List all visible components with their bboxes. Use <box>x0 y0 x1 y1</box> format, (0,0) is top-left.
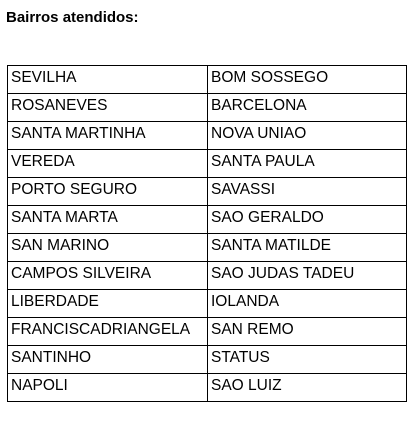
table-cell: LIBERDADE <box>8 290 208 318</box>
table-cell: VEREDA <box>8 150 208 178</box>
table-cell: BARCELONA <box>208 94 407 122</box>
neighborhoods-table <box>7 65 407 402</box>
table-cell: CAMPOS SILVEIRA <box>8 262 208 290</box>
table-cell: IOLANDA <box>208 290 407 318</box>
table-cell: SANTA MARTA <box>8 206 208 234</box>
table-row <box>8 290 407 318</box>
table-cell: SANTA MARTINHA <box>8 122 208 150</box>
table-cell: SAN MARINO <box>8 234 208 262</box>
table-cell: SANTA PAULA <box>208 150 407 178</box>
table-cell: SANTINHO <box>8 346 208 374</box>
table-row <box>8 346 407 374</box>
table-row <box>8 206 407 234</box>
table-row <box>8 178 407 206</box>
page-title: Bairros atendidos: <box>6 9 139 26</box>
table-row <box>8 150 407 178</box>
table-cell: PORTO SEGURO <box>8 178 208 206</box>
neighborhoods-table-body <box>8 66 407 402</box>
table-cell: FRANCISCADRIANGELA <box>8 318 208 346</box>
table-cell: NOVA UNIAO <box>208 122 407 150</box>
table-cell: SANTA MATILDE <box>208 234 407 262</box>
table-row <box>8 262 407 290</box>
table-cell: SAO GERALDO <box>208 206 407 234</box>
table-row <box>8 234 407 262</box>
table-cell: BOM SOSSEGO <box>208 66 407 94</box>
table-cell: SEVILHA <box>8 66 208 94</box>
table-cell: SAN REMO <box>208 318 407 346</box>
table-row <box>8 66 407 94</box>
table-row <box>8 318 407 346</box>
table-row <box>8 94 407 122</box>
table-row <box>8 122 407 150</box>
table-cell: SAVASSI <box>208 178 407 206</box>
table-cell: STATUS <box>208 346 407 374</box>
table-cell: SAO JUDAS TADEU <box>208 262 407 290</box>
table-cell: ROSANEVES <box>8 94 208 122</box>
table-cell: NAPOLI <box>8 374 208 402</box>
table-row <box>8 374 407 402</box>
table-cell: SAO LUIZ <box>208 374 407 402</box>
